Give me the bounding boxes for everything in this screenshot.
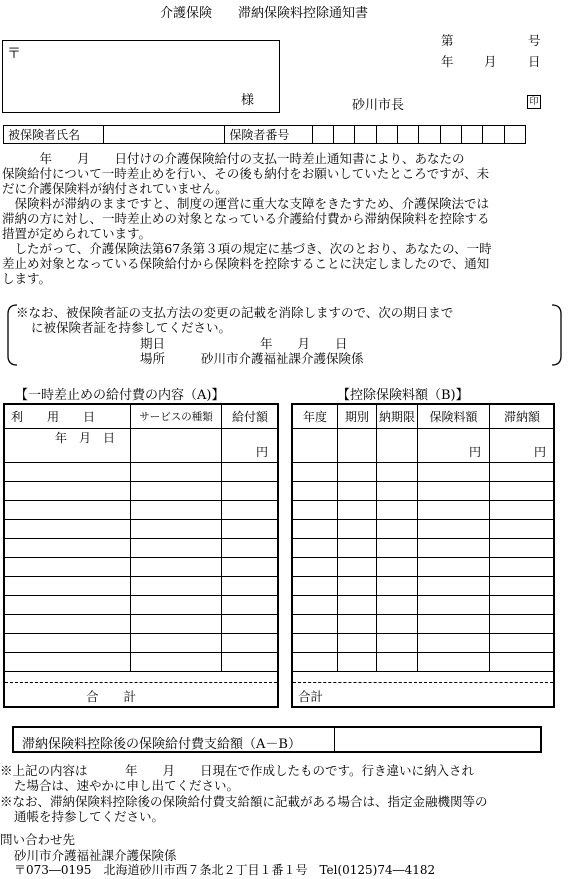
table-a-grid [4,404,279,672]
table-row [5,520,131,539]
insured-name-cell [103,126,225,144]
number-digit-cell [419,126,440,144]
col-header-period: 期別 [338,405,377,429]
row-date-cell [5,429,131,463]
result-label: 滞納保険料控除後の保険給付費支給額（A－B） [22,737,301,752]
number-prefix: 第 [441,33,454,48]
date-day: 日 [528,54,541,69]
row-amount-cell [222,429,279,463]
body-line: します。 [2,271,52,286]
date-year: 年 [441,54,454,69]
insurer-number-label: 保険者番号 [225,126,312,144]
body-line: 保険料が滞納のままですと、制度の運営に重大な支障をきたすため、介護保険法では [2,196,490,211]
footnote-line-4: 通帳を持参してください。 [14,809,165,824]
footnote-line-2: た場合は、速やかに申し出てください。 [14,778,240,793]
arrears-cell [490,429,555,463]
table-row [5,596,131,615]
yen-unit: 円 [468,445,481,459]
col-header-year: 年度 [293,405,338,429]
table-b-title: 【控除保険料額（B)】 [337,388,469,403]
table-a-title: 【一時差止めの給付費の内容（A)】 [15,388,225,403]
table-row [5,539,131,558]
table-b-total: 合計 [298,689,324,704]
table-row [5,501,131,520]
yen-unit: 円 [255,445,268,459]
body-line: 年 月 日付けの介護保険給付の支払一時差止通知書により、あなたの [2,151,465,166]
contact-heading: 問い合わせ先 [0,832,76,847]
notice-place-label: 場所 [140,351,166,366]
insured-info-row [3,125,526,144]
body-line: 滞納の方に対し、一時差止めの対象となっている介護給付費から滞納保険料を控除する [2,211,490,226]
number-digit-cell [504,126,525,144]
body-line: だに介護保険料が納付されていません。 [2,181,228,196]
table-row [5,653,131,672]
body-line: したがって、介護保険法第67条第３項の規定に基づき、次のとおり、あなたの、一時 [2,241,492,256]
col-header-use-date: 利 用 日 [5,405,131,429]
table-row [293,596,338,615]
notice-place-value: 砂川市介護福祉課介護保険係 [201,351,364,366]
table-a-total: 合 計 [86,689,137,704]
premium-cell [418,429,490,463]
body-line: 措置が定められています。 [2,226,152,241]
result-value-cell [336,728,540,751]
table-row [5,634,131,653]
number-digit-cell [440,126,461,144]
body-line: 保険給付について一時差止めを行い、その後も納付をお願いしていたところですが、未 [2,166,490,181]
notice-date-label: 期日 [140,336,166,351]
footnote-line-1: ※上記の内容は 年 月 日現在で作成したものです。行き違いに納入され [0,763,475,778]
table-row [293,501,338,520]
table-row [293,615,338,634]
address-box [2,40,280,113]
postal-mark: 〒 [7,46,21,62]
table-row [293,634,338,653]
table-b-dotted-divider [293,682,553,683]
issuer: 砂川市長 [352,98,405,113]
result-divider [334,726,335,753]
col-header-arrears: 滞納額 [490,405,555,429]
number-suffix: 号 [528,33,541,48]
table-row [293,539,338,558]
table-b-grid [292,404,555,672]
footnote-line-3: ※なお、滞納保険料控除後の保険給付費支給額に記載がある場合は、指定金融機関等の [0,794,488,809]
insured-name-label: 被保険者氏名 [4,126,104,144]
notice-line-1: ※なお、被保険者証の支払方法の変更の記載を消除しますので、次の期日まで [16,305,454,320]
number-digit-cell [334,126,355,144]
seal-mark: 印 [527,95,541,109]
body-line: 差止め対象となっている保険給付から保険料を控除することに決定しましたので、通知 [2,256,490,271]
table-row [5,558,131,577]
table-row [5,615,131,634]
col-header-deadline: 納期限 [377,405,418,429]
date-month: 月 [484,54,497,69]
notice-date-value: 年 月 日 [260,336,348,351]
col-header-amount: 給付額 [222,405,279,429]
table-row [293,463,338,482]
number-digit-cell [461,126,482,144]
table-row [5,577,131,596]
table-row [5,482,131,501]
yen-unit: 円 [533,445,546,459]
table-row [5,463,131,482]
table-row [293,482,338,501]
table-row [293,653,338,672]
col-header-premium: 保険料額 [418,405,490,429]
number-digit-cell [397,126,418,144]
notice-line-2: に被保険者証を持参してください。 [31,320,232,335]
first-date: 年 月 日 [55,431,116,445]
contact-address: 〒073―0195 北海道砂川市西７条北２丁目１番１号 Tel(0125)74―4182 [14,863,436,877]
row-service-cell [131,429,222,463]
table-row [293,520,338,539]
honorific: 様 [241,93,255,108]
number-digit-cell [483,126,504,144]
col-header-service: サービスの種類 [131,405,222,429]
number-digit-cell [355,126,376,144]
document-title: 介護保険 滞納保険料控除通知書 [160,6,369,21]
number-digit-cell [312,126,333,144]
contact-office: 砂川市介護福祉課介護保険係 [14,848,177,863]
table-a-dotted-divider [5,682,277,683]
table-row [293,577,338,596]
table-row [293,558,338,577]
notice-bracket-right [550,304,564,366]
number-digit-cell [376,126,397,144]
